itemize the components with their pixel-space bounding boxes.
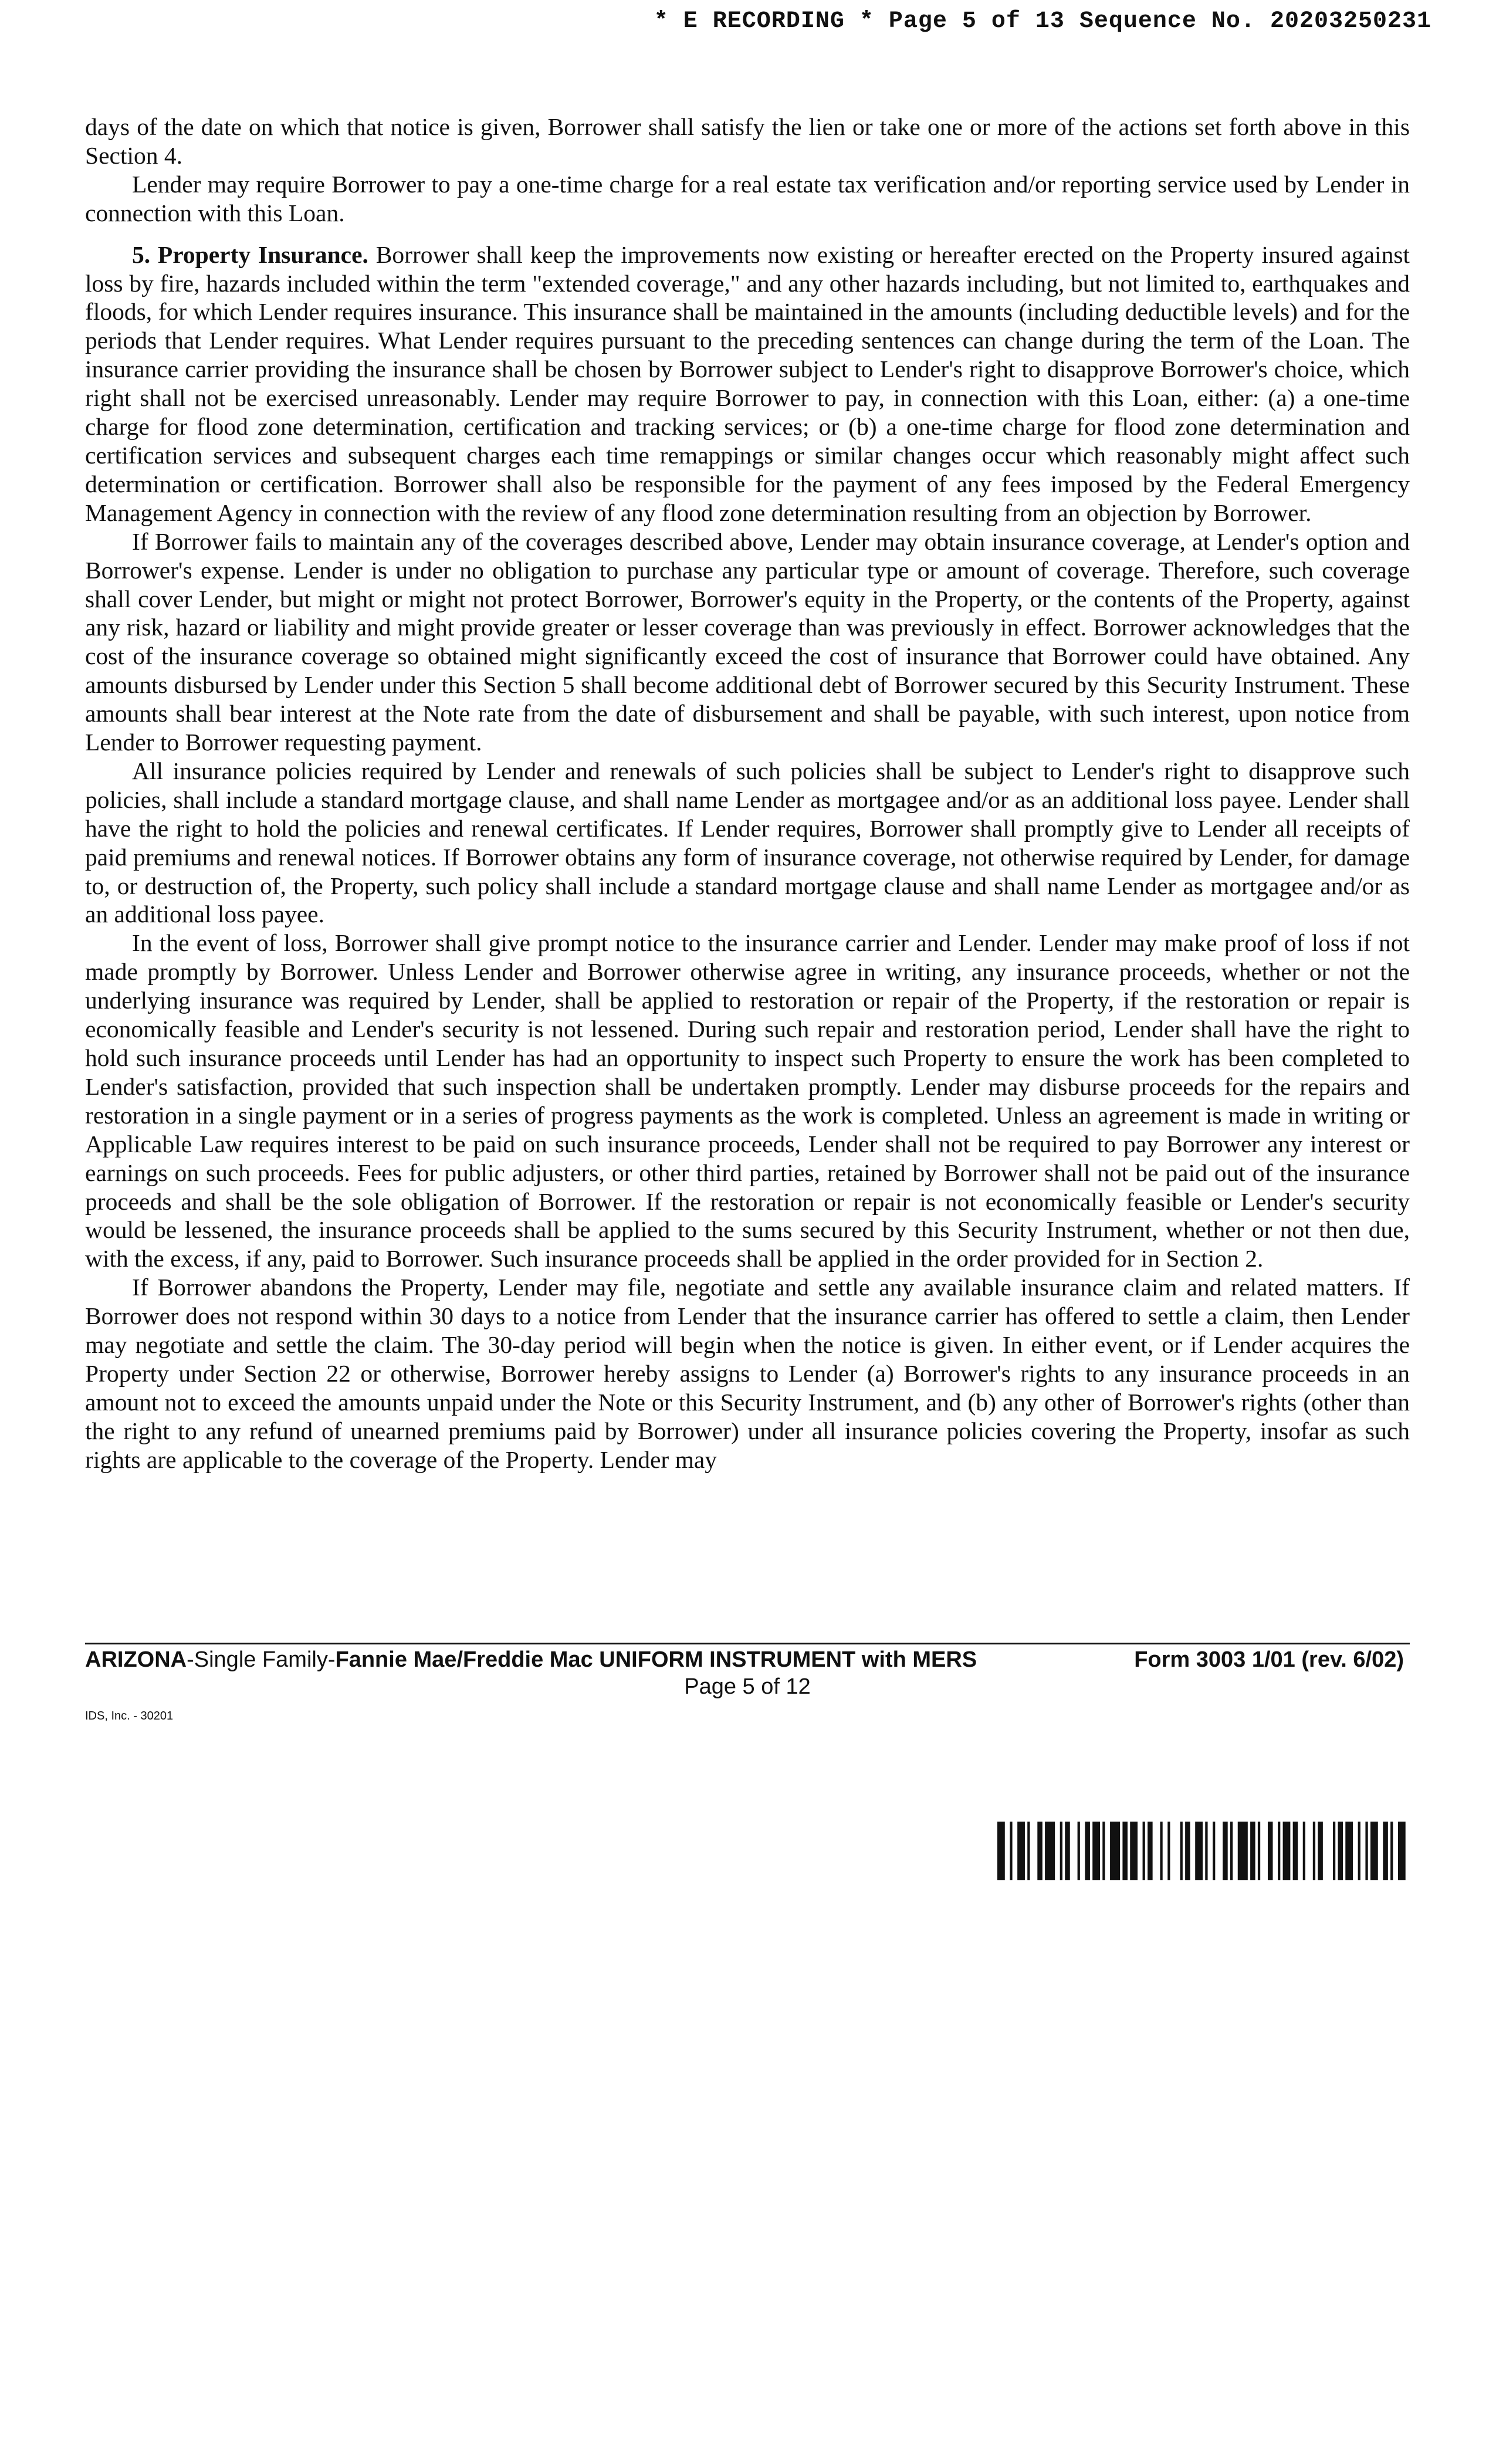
barcode-bar bbox=[1010, 1822, 1012, 1880]
footer-family: -Single Family- bbox=[187, 1647, 336, 1672]
document-body bbox=[85, 113, 1410, 1474]
barcode-bar bbox=[1283, 1822, 1291, 1880]
barcode-bar bbox=[1303, 1822, 1305, 1880]
barcode-bar bbox=[1130, 1822, 1138, 1880]
barcode-bar bbox=[1180, 1822, 1183, 1880]
barcode-bar bbox=[1250, 1822, 1255, 1880]
barcode-bar bbox=[1078, 1822, 1080, 1880]
barcode-bar bbox=[1185, 1822, 1190, 1880]
barcode-bar bbox=[1085, 1822, 1090, 1880]
barcode-bar bbox=[1160, 1822, 1162, 1880]
barcode-bar bbox=[1390, 1822, 1393, 1880]
barcode-bar bbox=[1122, 1822, 1128, 1880]
footer-instrument: Fannie Mae/Freddie Mac UNIFORM INSTRUMENT with MERS bbox=[335, 1647, 977, 1672]
section5-heading: 5. Property Insurance. bbox=[132, 241, 368, 268]
paragraph-section4-continuation: days of the date on which that notice is given, Borrower shall satisfy the lien or take one or more of the actions set forth above in this Section 4. bbox=[85, 113, 1410, 169]
footer-form-line bbox=[85, 1647, 1410, 1673]
barcode-bar bbox=[1017, 1822, 1025, 1880]
barcode-bar bbox=[1195, 1822, 1203, 1880]
footer-state: ARIZONA bbox=[85, 1647, 187, 1672]
recording-stamp: * E RECORDING * Page 5 of 13 Sequence No. 20203250231 bbox=[654, 8, 1431, 35]
section5-paragraph-1 bbox=[85, 241, 1410, 527]
barcode-bar bbox=[1143, 1822, 1145, 1880]
barcode-bar bbox=[1268, 1822, 1273, 1880]
barcode-bar bbox=[1383, 1822, 1388, 1880]
barcode-bar bbox=[1345, 1822, 1353, 1880]
barcode-bar bbox=[1060, 1822, 1062, 1880]
section5-paragraph-1-text: Borrower shall keep the improvements now existing or hereafter erected on the Property insured against loss by fire, hazards included within the term "extended coverage," and any other hazards including, but not limited to, earthquakes and floods, for which Lender requires insurance. This insurance shall be maintained in the amounts (including deductible levels) and for the periods that Lender requires. What Lender requires pursuant to the preceding sentences can change during the term of the Loan. The insurance carrier providing the insurance shall be chosen by Borrower subject to Lender's right to disapprove Borrower's choice, which right shall not be exercised unreasonably. Lender may require Borrower to pay, in connection with this Loan, either: (a) a one-time charge for flood zone determination, certification and tracking services; or (b) a one-time charge for flood zone determination and certification services and subsequent charges each time remappings or similar changes occur which reasonably might affect such determination or certification. Borrower shall also be responsible for the payment of any fees imposed by the Federal Emergency Management Agency in connection with the review of any flood zone determination resulting from an objection by Borrower. bbox=[85, 241, 1410, 526]
barcode-bar bbox=[1258, 1822, 1260, 1880]
barcode-bar bbox=[1223, 1822, 1228, 1880]
document-footer bbox=[85, 1643, 1410, 1723]
footer-page-number: Page 5 of 12 bbox=[684, 1674, 811, 1699]
barcode bbox=[997, 1822, 1408, 1880]
section5-paragraph-2: If Borrower fails to maintain any of the coverages described above, Lender may obtain insurance coverage, at Lender's option and Borrower's expense. Lender is under no obligation to purchase any particular type or amount of coverage. Therefore, such coverage shall cover Lender, but might or might not protect Borrower, Borrower's equity in the Property, or the contents of the Property, against any risk, hazard or liability and might provide greater or lesser coverage than was previously in effect. Borrower acknowledges that the cost of the insurance coverage so obtained might significantly exceed the cost of insurance that Borrower could have obtained. Any amounts disbursed by Lender under this Section 5 shall become additional debt of Borrower secured by this Security Instrument. These amounts shall bear interest at the Note rate from the date of disbursement and shall be payable, with such interest, upon notice from Lender to Borrower requesting payment. bbox=[85, 527, 1410, 756]
barcode-bar bbox=[1365, 1822, 1368, 1880]
barcode-bar bbox=[1313, 1822, 1315, 1880]
barcode-bar bbox=[1370, 1822, 1378, 1880]
barcode-bar bbox=[1398, 1822, 1406, 1880]
barcode-bar bbox=[1092, 1822, 1100, 1880]
barcode-bar bbox=[1318, 1822, 1323, 1880]
paragraph-tax-verification: Lender may require Borrower to pay a one-time charge for a real estate tax verification and/or reporting service used by Lender in connection with this Loan. bbox=[85, 170, 1410, 226]
section5-paragraph-4: In the event of loss, Borrower shall give prompt notice to the insurance carrier and Lender. Lender may make proof of loss if not made promptly by Borrower. Unless Lender and Borrower otherwise agree in writing, any insurance proceeds, whether or not the underlying insurance was required by Lender, shall be applied to restoration or repair of the Property, if the restoration or repair is economically feasible and Lender's security is not lessened. During such repair and restoration period, Lender shall have the right to hold such insurance proceeds until Lender has had an opportunity to inspect such Property to ensure the work has been completed to Lender's satisfaction, provided that such inspection shall be undertaken promptly. Lender may disburse proceeds for the repairs and restoration in a single payment or in a series of progress payments as the work is completed. Unless an agreement is made in writing or Applicable Law requires interest to be paid on such insurance proceeds, Lender shall not be required to pay Borrower any interest or earnings on such proceeds. Fees for public adjusters, or other third parties, retained by Borrower shall not be paid out of the insurance proceeds and shall be the sole obligation of Borrower. If the restoration or repair is not economically feasible or Lender's security would be lessened, the insurance proceeds shall be applied to the sums secured by this Security Instrument, whether or not then due, with the excess, if any, paid to Borrower. Such insurance proceeds shall be applied in the order provided for in Section 2. bbox=[85, 929, 1410, 1272]
barcode-bar bbox=[1110, 1822, 1120, 1880]
barcode-bar bbox=[997, 1822, 1005, 1880]
barcode-bar bbox=[1102, 1822, 1105, 1880]
barcode-bar bbox=[1167, 1822, 1170, 1880]
barcode-bar bbox=[1037, 1822, 1043, 1880]
footer-instrument-title bbox=[85, 1647, 977, 1673]
barcode-bar bbox=[1148, 1822, 1153, 1880]
barcode-bar bbox=[1358, 1822, 1360, 1880]
barcode-bar bbox=[1333, 1822, 1335, 1880]
barcode-bar bbox=[1338, 1822, 1343, 1880]
barcode-bar bbox=[1293, 1822, 1298, 1880]
section5-paragraph-3: All insurance policies required by Lender and renewals of such policies shall be subject to Lender's right to disapprove such policies, shall include a standard mortgage clause, and shall name Lender as mortgagee and/or as an additional loss payee. Lender shall have the right to hold the policies and renewal certificates. If Lender requires, Borrower shall promptly give to Lender all receipts of paid premiums and renewal notices. If Borrower obtains any form of insurance coverage, not otherwise required by Lender, for damage to, or destruction of, the Property, such policy shall include a standard mortgage clause and shall name Lender as mortgagee and/or as an additional loss payee. bbox=[85, 757, 1410, 928]
barcode-bar bbox=[1213, 1822, 1215, 1880]
footer-vendor-code: IDS, Inc. - 30201 bbox=[85, 1710, 174, 1722]
barcode-bar bbox=[1230, 1822, 1233, 1880]
barcode-bar bbox=[1205, 1822, 1207, 1880]
barcode-bar bbox=[1238, 1822, 1248, 1880]
footer-form-number: Form 3003 1/01 (rev. 6/02) bbox=[1134, 1647, 1404, 1672]
barcode-bar bbox=[1278, 1822, 1280, 1880]
section5-paragraph-5: If Borrower abandons the Property, Lender may file, negotiate and settle any available insurance claim and related matters. If Borrower does not respond within 30 days to a notice from Lender that the insurance carrier has offered to settle a claim, then Lender may negotiate and settle the claim. The 30-day period will begin when the notice is given. In either event, or if Lender acquires the Property under Section 22 or otherwise, Borrower hereby assigns to Lender (a) Borrower's rights to any insurance proceeds in an amount not to exceed the amounts unpaid under the Note or this Security Instrument, and (b) any other of Borrower's rights (other than the right to any refund of unearned premiums paid by Borrower) under all insurance policies covering the Property, insofar as such rights are applicable to the coverage of the Property. Lender may bbox=[85, 1274, 1410, 1473]
barcode-bar bbox=[1027, 1822, 1030, 1880]
barcode-bar bbox=[1065, 1822, 1070, 1880]
barcode-bar bbox=[1045, 1822, 1055, 1880]
